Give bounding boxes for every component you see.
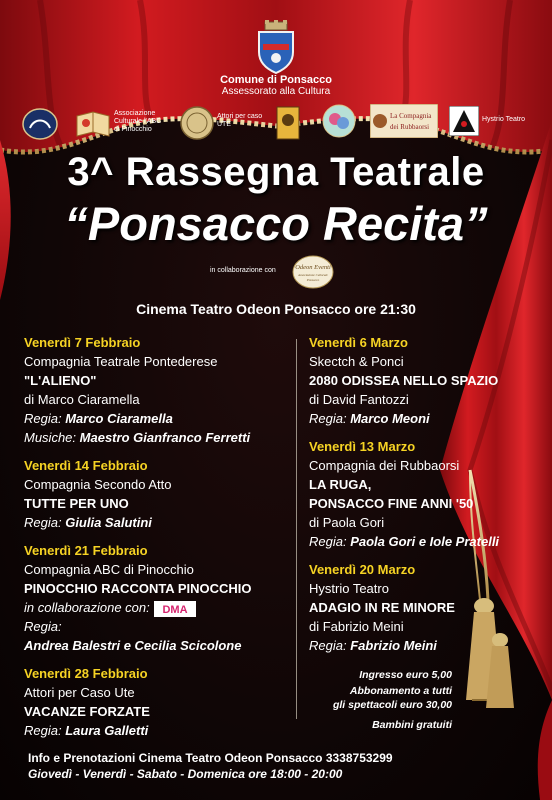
event-author: di Marco Ciaramella bbox=[24, 392, 140, 407]
event-date: Venerdì 20 Marzo bbox=[309, 562, 416, 577]
event-feb-21 bbox=[24, 541, 294, 655]
event-company: Compagnia Teatrale Pontederese bbox=[24, 354, 218, 369]
event-show: TUTTE PER UNO bbox=[24, 496, 129, 511]
abc-logo-line-3: di Pinocchio bbox=[114, 126, 152, 133]
abc-logo-line-1: Associazione bbox=[114, 110, 156, 117]
abc-pinocchio-logo-icon bbox=[75, 108, 111, 138]
ute-logo-line-1: Attori per caso bbox=[217, 113, 263, 120]
rubbaorsi-logo-icon bbox=[370, 104, 438, 138]
regia-label: Regia: bbox=[309, 411, 347, 426]
event-company: Attori per Caso Ute bbox=[24, 685, 135, 700]
comune-name: Comune di Ponsacco bbox=[220, 74, 332, 86]
dma-logo-icon bbox=[154, 601, 196, 617]
event-feb-14 bbox=[24, 456, 294, 532]
regia-label: Regia: bbox=[24, 515, 62, 530]
hystrio-logo-text: Hystrio Teatro bbox=[482, 116, 526, 123]
event-mar-13 bbox=[309, 437, 539, 551]
event-regia bbox=[309, 636, 539, 655]
regia-label: Regia: bbox=[24, 723, 62, 738]
event-company: Hystrio Teatro bbox=[309, 581, 389, 596]
event-author: di David Fantozzi bbox=[309, 392, 409, 407]
event-company: Compagnia Secondo Atto bbox=[24, 477, 172, 492]
ingresso-price: Ingresso euro 5,00 bbox=[359, 669, 452, 681]
dma-logo-text: DMA bbox=[162, 603, 188, 616]
event-feb-28 bbox=[24, 664, 294, 740]
event-date: Venerdì 14 Febbraio bbox=[24, 458, 148, 473]
event-company: Compagnia ABC di Pinocchio bbox=[24, 562, 194, 577]
february-events bbox=[24, 333, 294, 749]
event-mar-6 bbox=[309, 333, 539, 428]
regia-name: Marco Meoni bbox=[350, 411, 430, 426]
regia-label: Regia: bbox=[309, 638, 347, 653]
event-regia bbox=[24, 721, 294, 740]
theatre-company-logo-icon bbox=[22, 108, 58, 140]
event-show: VACANZE FORZATE bbox=[24, 704, 150, 719]
march-events bbox=[309, 333, 539, 664]
event-show: 2080 ODISSEA NELLO SPAZIO bbox=[309, 373, 499, 388]
regia-name: Laura Galletti bbox=[65, 723, 149, 738]
event-musiche bbox=[24, 428, 294, 447]
odeon-logo-line-3: Ponsacco bbox=[306, 278, 320, 282]
event-show: ADAGIO IN RE MINORE bbox=[309, 600, 455, 615]
event-date: Venerdì 28 Febbraio bbox=[24, 666, 148, 681]
event-show-line-2: PONSACCO FINE ANNI '50 bbox=[309, 496, 474, 511]
event-company: Compagnia dei Rubbaorsi bbox=[309, 458, 460, 473]
abbonamento-line-1: Abbonamento a tutti bbox=[349, 685, 452, 697]
event-regia bbox=[309, 532, 539, 551]
regia-name: Paola Gori e Iole Pratelli bbox=[350, 534, 500, 549]
odeon-eventi-logo-icon bbox=[292, 255, 334, 289]
bambini-gratuiti: Bambini gratuiti bbox=[372, 719, 452, 731]
regia-name: Fabrizio Meini bbox=[350, 638, 437, 653]
collaboration-label: in collaborazione con bbox=[210, 267, 276, 274]
odeon-logo-line-2: Associazione Culturale bbox=[298, 273, 328, 277]
title-line-2: “Ponsacco Recita” bbox=[64, 197, 488, 250]
column-divider bbox=[296, 339, 297, 719]
abc-logo-text bbox=[114, 110, 161, 134]
event-mar-20 bbox=[309, 560, 539, 655]
venue-time: Cinema Teatro Odeon Ponsacco ore 21:30 bbox=[136, 301, 416, 317]
assessorato-label: Assessorato alla Cultura bbox=[221, 86, 331, 97]
regia-label: Regia: bbox=[24, 619, 62, 634]
musiche-label: Musiche: bbox=[24, 430, 77, 445]
regia-name: Giulia Salutini bbox=[65, 515, 152, 530]
ute-logo-text bbox=[217, 113, 262, 129]
event-company: Skectch & Ponci bbox=[309, 354, 404, 369]
ute-logo-line-2: UTE bbox=[217, 121, 231, 128]
regia-label: Regia: bbox=[24, 411, 62, 426]
event-date: Venerdì 6 Marzo bbox=[309, 335, 408, 350]
event-show-line-1: LA RUGA, bbox=[309, 477, 372, 492]
collab-label: in collaborazione con: bbox=[24, 600, 150, 615]
event-date: Venerdì 13 Marzo bbox=[309, 439, 416, 454]
sketch-ponci-logo-icon bbox=[276, 106, 300, 140]
event-date: Venerdì 7 Febbraio bbox=[24, 335, 141, 350]
event-date: Venerdì 21 Febbraio bbox=[24, 543, 148, 558]
event-author: di Paola Gori bbox=[309, 515, 385, 530]
abc-logo-line-2: Culturale l'ABC bbox=[114, 118, 162, 125]
musiche-name: Maestro Gianfranco Ferretti bbox=[79, 430, 251, 445]
regia-label: Regia: bbox=[309, 534, 347, 549]
booking-hours: Giovedì - Venerdì - Sabato - Domenica ore 18:00 - 20:00 bbox=[28, 767, 343, 781]
event-regia bbox=[24, 513, 294, 532]
event-show: PINOCCHIO RACCONTA PINOCCHIO bbox=[24, 581, 252, 596]
ponsacco-crest-icon bbox=[253, 20, 299, 74]
hystrio-logo-icon bbox=[449, 106, 479, 136]
abbonamento-line-2: gli spettacoli euro 30,00 bbox=[332, 699, 452, 711]
title-line-1: 3^ Rassegna Teatrale bbox=[67, 150, 485, 194]
event-collab bbox=[24, 598, 294, 617]
event-regia bbox=[309, 409, 539, 428]
odeon-logo-line-1: Odeon Eventi bbox=[295, 264, 331, 271]
regia-name: Marco Ciaramella bbox=[65, 411, 173, 426]
event-show: "L'ALIENO" bbox=[24, 373, 97, 388]
ute-logo-icon bbox=[180, 106, 214, 140]
regia-name: Andrea Balestri e Cecilia Scicolone bbox=[24, 638, 242, 653]
info-booking: Info e Prenotazioni Cinema Teatro Odeon Ponsacco 3338753299 bbox=[28, 751, 393, 765]
event-regia bbox=[24, 409, 294, 428]
theatre-masks-logo-icon bbox=[322, 104, 356, 138]
rubbaorsi-logo-line-2: dei Rubbaorsi bbox=[390, 123, 430, 131]
event-author: di Fabrizio Meini bbox=[309, 619, 404, 634]
event-feb-7 bbox=[24, 333, 294, 447]
rubbaorsi-logo-line-1: La Compagnia bbox=[390, 112, 432, 120]
